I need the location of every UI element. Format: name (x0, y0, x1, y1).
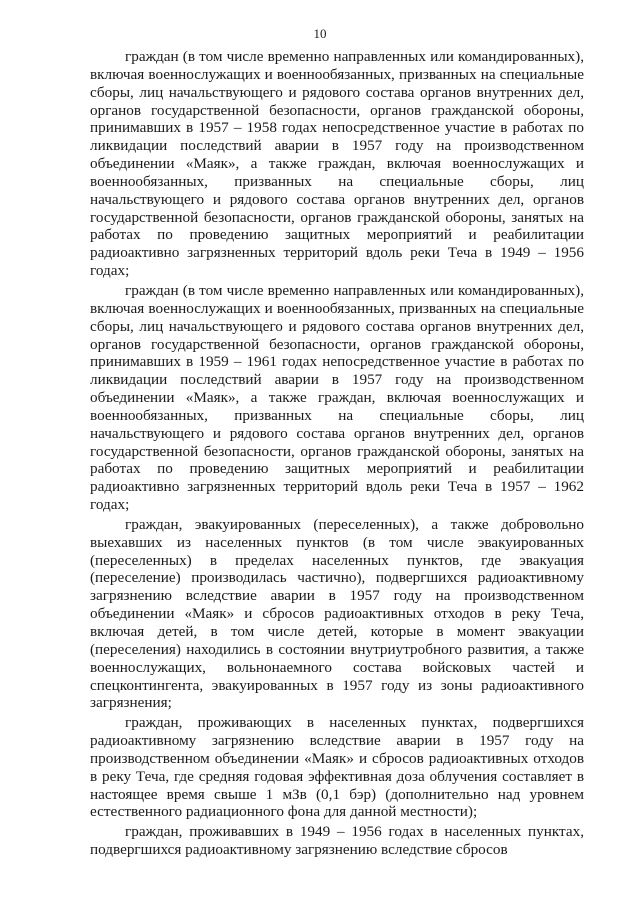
paragraph: граждан, проживавших в 1949 – 1956 годах в населенных пунктах, подвергшихся радиоактивному загрязнению вследствие сбросов (90, 823, 584, 859)
page-number: 10 (313, 26, 327, 41)
paragraph: граждан (в том числе временно направленных или командированных), включая военнослужащих и военнообязанных, призванных на специальные сборы, лиц начальствующего и рядового состава органов внутренних дел, органов государственной безопасности, органов гражданской обороны, принимавших в 1957 – 1958 годах непосредственное участие в работах по ликвидации последствий аварии в 1957 году на производственном объединении «Маяк», а также граждан, включая военнослужащих и военнообязанных, призванных на специальные сборы, лиц начальствующего и рядового состава органов внутренних дел, органов государственной безопасности, органов гражданской обороны, занятых на работах по проведению защитных мероприятий и реабилитации радиоактивно загрязненных территорий вдоль реки Теча в 1949 – 1956 годах; (90, 48, 584, 280)
document-body (90, 48, 584, 859)
paragraph: граждан (в том числе временно направленных или командированных), включая военнослужащих и военнообязанных, призванных на специальные сборы, лиц начальствующего и рядового состава органов внутренних дел, органов государственной безопасности, органов гражданской обороны, принимавших в 1959 – 1961 годах непосредственное участие в работах по ликвидации последствий аварии в 1957 году на производственном объединении «Маяк», а также граждан, включая военнослужащих и военнообязанных, призванных на специальные сборы, лиц начальствующего и рядового состава органов внутренних дел, органов государственной безопасности, органов гражданской обороны, занятых на работах по проведению защитных мероприятий и реабилитации радиоактивно загрязненных территорий вдоль реки Теча в 1957 – 1962 годах; (90, 281, 584, 514)
paragraph: граждан, эвакуированных (переселенных), а также добровольно выехавших из населенных пунктов (в том числе эвакуированных (переселенных) в пределах населенных пунктов, где эвакуация (переселение) производилась частично), подвергшихся радиоактивному загрязнению вследствие аварии в 1957 году на производственном объединении «Маяк» и сбросов радиоактивных отходов в реку Теча, включая детей, в том числе детей, которые в момент эвакуации (переселения) находились в состоянии внутриутробного развития, а также военнослужащих, вольнонаемного состава войсковых частей и спецконтингента, эвакуированных в 1957 году из зоны радиоактивного загрязнения; (90, 515, 584, 712)
paragraph: граждан, проживающих в населенных пунктах, подвергшихся радиоактивному загрязнению вследствие аварии в 1957 году на производственном объединении «Маяк» и сбросов радиоактивных отходов в реку Теча, где средняя годовая эффективная доза облучения составляет в настоящее время свыше 1 мЗв (0,1 бэр) (дополнительно над уровнем естественного радиационного фона для данной местности); (90, 714, 584, 821)
